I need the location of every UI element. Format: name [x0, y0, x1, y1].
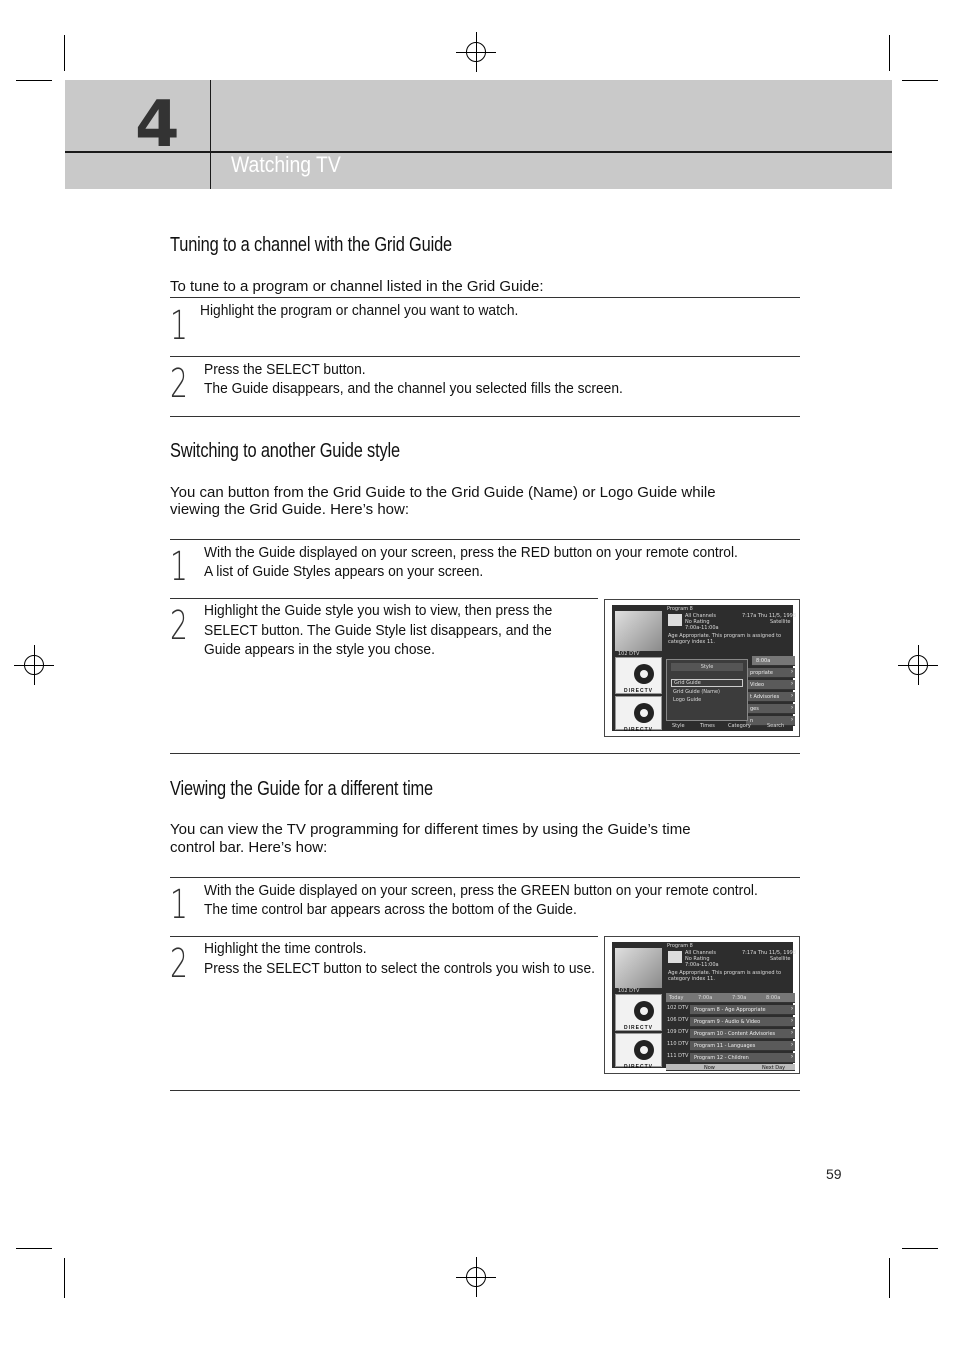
divider [170, 1090, 800, 1091]
program-row[interactable]: Program 9 - Audio & Video [694, 1019, 761, 1025]
channel-number: 106 DTV [667, 1017, 689, 1023]
popup-title: Style [671, 663, 743, 671]
info-text: 7:00a-11:00a [685, 625, 719, 631]
chapter-number: 4 [135, 88, 178, 162]
program-row[interactable]: Video [750, 682, 765, 688]
footer-button[interactable]: Category [728, 723, 751, 729]
guide-style-screenshot: 102 DTV Program 8 All Channels No Rating 7:00a-11:00a 7:17a Thu 11/5, 1998 Satellite Age Appropriate. This program is assigned to category index 11. DIRECTV DIRECTV 8:00a propriate › Video › t Advisories › ges › n › Style Grid Guide Grid Guide (Name) Logo Guide Style Times Category Search [604, 599, 800, 737]
step-text: Highlight the time controls. [204, 940, 367, 957]
chapter-title: Watching TV [231, 152, 341, 177]
divider [170, 416, 800, 417]
step-text: A list of Guide Styles appears on your screen. [204, 563, 484, 580]
directv-icon [668, 951, 682, 963]
divider [170, 877, 800, 878]
divider [170, 539, 800, 540]
channel-number: 110 DTV [667, 1041, 689, 1047]
info-text: No Rating [685, 619, 710, 625]
now-button[interactable]: Now [704, 1065, 715, 1071]
divider [65, 151, 892, 153]
section-heading: Viewing the Guide for a different time [170, 778, 434, 800]
date-text: 7:17a Thu 11/5, 1998 [742, 613, 796, 619]
style-option[interactable]: Grid Guide [671, 679, 743, 687]
directv-logo: DIRECTV [615, 696, 662, 730]
chapter-banner [65, 80, 892, 189]
intro-text: You can button from the Grid Guide to the Grid Guide (Name) or Logo Guide while [170, 484, 716, 501]
video-thumbnail [615, 611, 662, 651]
info-text: Satellite [770, 956, 791, 962]
crop-mark [16, 1248, 52, 1249]
page-number: 59 [826, 1166, 842, 1182]
footer-button[interactable]: Style [672, 723, 685, 729]
program-row[interactable]: ges [750, 706, 759, 712]
time-label: 7:00a [698, 995, 713, 1001]
next-day-button[interactable]: Next Day [762, 1065, 786, 1071]
step-number: 1 [170, 303, 188, 349]
video-thumbnail [615, 948, 662, 988]
step-number: 2 [170, 941, 188, 987]
registration-mark [14, 645, 54, 685]
step-number: 1 [170, 544, 188, 590]
footer-button[interactable]: Search [767, 723, 785, 729]
crop-mark [64, 1258, 65, 1298]
intro-text: To tune to a program or channel listed in the Grid Guide: [170, 278, 544, 295]
channel-number: 111 DTV [667, 1053, 689, 1059]
step-text: With the Guide displayed on your screen, press the RED button on your remote control. [204, 544, 738, 561]
description-text: Age Appropriate. This program is assigned to [668, 970, 782, 976]
step-number: 2 [170, 361, 188, 407]
time-label: 7:30a [732, 995, 747, 1001]
time-label: 8:00a [756, 658, 771, 664]
crop-mark [64, 35, 65, 71]
crop-mark [902, 1248, 938, 1249]
time-label: Today [669, 995, 684, 1001]
directv-logo: DIRECTV [615, 994, 662, 1031]
intro-text: viewing the Grid Guide. Here’s how: [170, 501, 410, 518]
style-option[interactable]: Logo Guide [673, 697, 702, 703]
date-text: 7:17a Thu 11/5, 1998 [742, 950, 796, 956]
program-title: Program 8 [667, 606, 693, 612]
program-row[interactable]: Program 8 - Age Appropriate [694, 1007, 766, 1013]
registration-mark [898, 645, 938, 685]
time-label: 8:00a [766, 995, 781, 1001]
divider [170, 936, 598, 937]
directv-logo: DIRECTV [615, 1033, 662, 1067]
style-option[interactable]: Grid Guide (Name) [673, 689, 721, 695]
directv-logo: DIRECTV [615, 657, 662, 694]
crop-mark [889, 35, 890, 71]
registration-mark [456, 32, 496, 72]
channel-label: 102 DTV [618, 651, 640, 657]
program-row[interactable]: Program 12 - Children [694, 1055, 749, 1061]
divider [170, 356, 800, 357]
program-row[interactable]: t Advisories [750, 694, 780, 700]
divider [170, 753, 800, 754]
directv-icon [668, 614, 682, 626]
info-text: Satellite [770, 619, 791, 625]
step-text: SELECT button. The Guide Style list disappears, and the [204, 622, 552, 639]
info-text: No Rating [685, 956, 710, 962]
step-number: 2 [170, 603, 188, 649]
program-row[interactable]: propriate [750, 670, 773, 676]
divider [170, 297, 800, 298]
info-text: All Channels [685, 950, 716, 956]
step-text: The time control bar appears across the bottom of the Guide. [204, 901, 577, 918]
step-text: Press the SELECT button. [204, 361, 366, 378]
program-row[interactable]: Program 10 - Content Advisories [694, 1031, 776, 1037]
step-text: The Guide disappears, and the channel you selected fills the screen. [204, 380, 623, 397]
info-text: All Channels [685, 613, 716, 619]
intro-text: control bar. Here’s how: [170, 839, 328, 856]
step-text: Press the SELECT button to select the controls you wish to use. [204, 960, 595, 977]
description-text: category index 11. [668, 639, 715, 645]
crop-mark [889, 1258, 890, 1298]
footer-button[interactable]: Times [700, 723, 715, 729]
step-text: Guide appears in the style you chose. [204, 641, 435, 658]
divider [210, 80, 211, 189]
step-text: Highlight the program or channel you want to watch. [200, 302, 519, 319]
channel-label: 102 DTV [618, 988, 640, 994]
description-text: category index 11. [668, 976, 715, 982]
program-row[interactable]: Program 11 - Languages [694, 1043, 756, 1049]
description-text: Age Appropriate. This program is assigned to [668, 633, 782, 639]
program-row[interactable]: n [750, 718, 754, 724]
crop-mark [902, 80, 938, 81]
step-number: 1 [170, 882, 188, 928]
info-text: 7:00a-11:00a [685, 962, 719, 968]
program-title: Program 8 [667, 943, 693, 949]
style-popup [666, 659, 748, 721]
time-control-screenshot: 102 DTV Program 8 All Channels No Rating 7:00a-11:00a 7:17a Thu 11/5, 1998 Satellite Age Appropriate. This program is assigned to category index 11. DIRECTV DIRECTV Today 7:00a 7:30a 8:00a 102 DTV 106 DTV 109 DTV 110 DTV 111 DTV Program 8 - Age Appropriate › Program 9 - Audio & Video › Program 10 - Content Advisories › Program 11 - Languages › Program 12 - Children › Now Next Day [604, 936, 800, 1074]
registration-mark [456, 1257, 496, 1297]
intro-text: You can view the TV programming for different times by using the Guide’s time [170, 821, 691, 838]
crop-mark [16, 80, 52, 81]
divider [170, 598, 598, 599]
section-heading: Tuning to a channel with the Grid Guide [170, 234, 452, 256]
section-heading: Switching to another Guide style [170, 440, 400, 462]
channel-number: 109 DTV [667, 1029, 689, 1035]
step-text: With the Guide displayed on your screen, press the GREEN button on your remote control. [204, 882, 758, 899]
channel-number: 102 DTV [667, 1005, 689, 1011]
step-text: Highlight the Guide style you wish to view, then press the [204, 602, 553, 619]
